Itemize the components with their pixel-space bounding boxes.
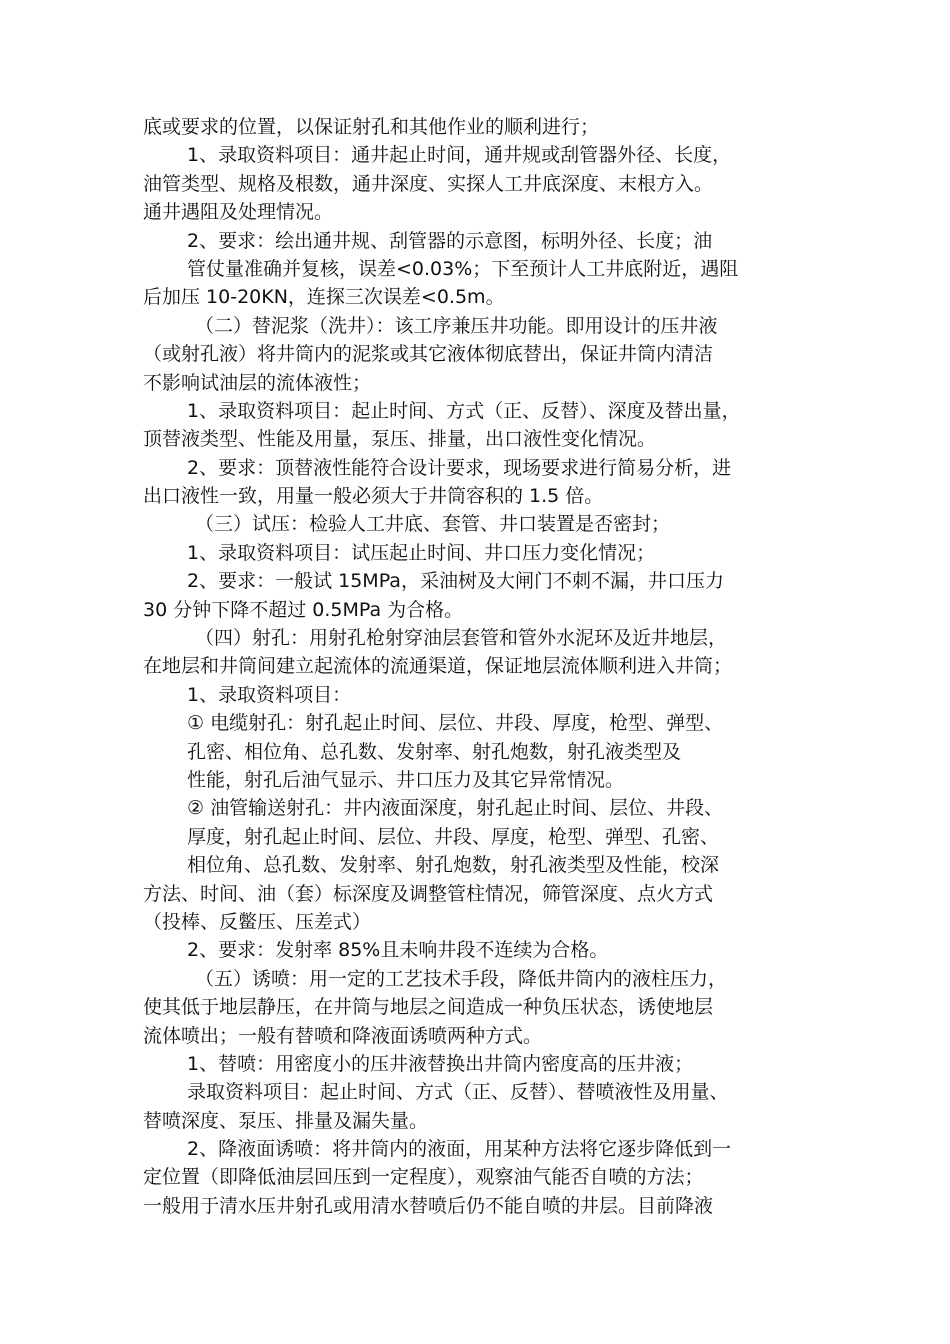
- text-line: （投棒、反鳖压、压差式）: [143, 910, 372, 933]
- text-line: （四）射孔：用射孔枪射穿油层套管和管外水泥环及近井地层，: [195, 627, 728, 650]
- text-line: （三）试压：检验人工井底、套管、井口装置是否密封；: [195, 513, 671, 536]
- text-line: 录取资料项目：起止时间、方式（正、反替）、替喷液性及用量、: [187, 1081, 729, 1104]
- text-line: 流体喷出；一般有替喷和降液面诱喷两种方式。: [143, 1024, 543, 1047]
- text-line: 1、录取资料项目：通井起止时间，通井规或刮管器外径、长度，: [187, 144, 732, 167]
- text-line: （五）诱喷：用一定的工艺技术手段，降低井筒内的液柱压力，: [195, 967, 728, 990]
- text-line: 相位角、总孔数、发射率、射孔炮数，射孔液类型及性能，校深: [187, 854, 720, 877]
- body-text: [143, 113, 823, 1220]
- text-line: 底或要求的位置，以保证射孔和其他作业的顺利进行；: [143, 116, 600, 138]
- text-line: 通井遇阻及处理情况。: [143, 201, 334, 224]
- text-line: 1、录取资料项目：: [187, 683, 352, 706]
- text-line: 1、录取资料项目：起止时间、方式（正、反替）、深度及替出量，: [187, 399, 741, 422]
- text-line: 使其低于地层静压，在井筒与地层之间造成一种负压状态，诱使地层: [143, 996, 714, 1019]
- text-line: 在地层和井筒间建立起流体的流通渠道，保证地层流体顺利进入井筒；: [143, 655, 733, 678]
- text-line: 2、要求：绘出通井规、刮管器的示意图，标明外径、长度；油: [187, 229, 713, 252]
- text-line: 2、降液面诱喷：将井筒内的液面，用某种方法将它逐步降低到一: [187, 1138, 732, 1161]
- text-line: 管仗量准确并复核，误差<0.03%；下至预计人工井底附近，遇阻: [187, 257, 739, 280]
- text-line: 方法、时间、油（套）标深度及调整管柱情况，筛管深度、点火方式: [143, 882, 714, 905]
- text-line: 不影响试油层的流体液性；: [143, 371, 372, 394]
- text-line: 后加压 10-20KN，连探三次误差<0.5m。: [143, 286, 505, 309]
- text-line: ① 电缆射孔：射孔起止时间、层位、井段、厚度，枪型、弹型、: [187, 712, 724, 735]
- text-line: 油管类型、规格及根数，通井深度、实探人工井底深度、末根方入。: [143, 172, 714, 195]
- text-line: 2、要求：一般试 15MPa，采油树及大闸门不刺不漏，井口压力: [187, 570, 724, 593]
- text-line: 定位置（即降低油层回压到一定程度），观察油气能否自喷的方法；: [143, 1166, 704, 1189]
- text-line: 出口液性一致，用量一般必须大于井筒容积的 1.5 倍。: [143, 485, 604, 508]
- text-line: 1、替喷：用密度小的压井液替换出井筒内密度高的压井液；: [187, 1052, 694, 1075]
- text-line: 30 分钟下降不超过 0.5MPa 为合格。: [143, 598, 464, 621]
- text-line: 替喷深度、泵压、排量及漏失量。: [143, 1109, 429, 1132]
- text-line: 厚度，射孔起止时间、层位、井段、厚度，枪型、弹型、孔密、: [187, 825, 720, 848]
- text-line: 2、要求：顶替液性能符合设计要求，现场要求进行简易分析，进: [187, 456, 732, 479]
- text-line: 2、要求：发射率 85%且未响井段不连续为合格。: [187, 939, 609, 962]
- text-line: 1、录取资料项目：试压起止时间、井口压力变化情况；: [187, 541, 656, 564]
- text-line: 孔密、相位角、总孔数、发射率、射孔炮数，射孔液类型及: [187, 740, 682, 763]
- text-line: 一般用于清水压井射孔或用清水替喷后仍不能自喷的井层。目前降液: [143, 1194, 714, 1217]
- text-line: （或射孔液）将井筒内的泥浆或其它液体彻底替出，保证井筒内清洁: [143, 343, 714, 366]
- text-line: ② 油管输送射孔：井内液面深度，射孔起止时间、层位、井段、: [187, 797, 724, 820]
- text-line: （二）替泥浆（洗井）：该工序兼压井功能。即用设计的压井液: [195, 314, 718, 337]
- text-line: 性能，射孔后油气显示、井口压力及其它异常情况。: [187, 768, 625, 791]
- text-line: 顶替液类型、性能及用量，泵压、排量，出口液性变化情况。: [143, 428, 657, 451]
